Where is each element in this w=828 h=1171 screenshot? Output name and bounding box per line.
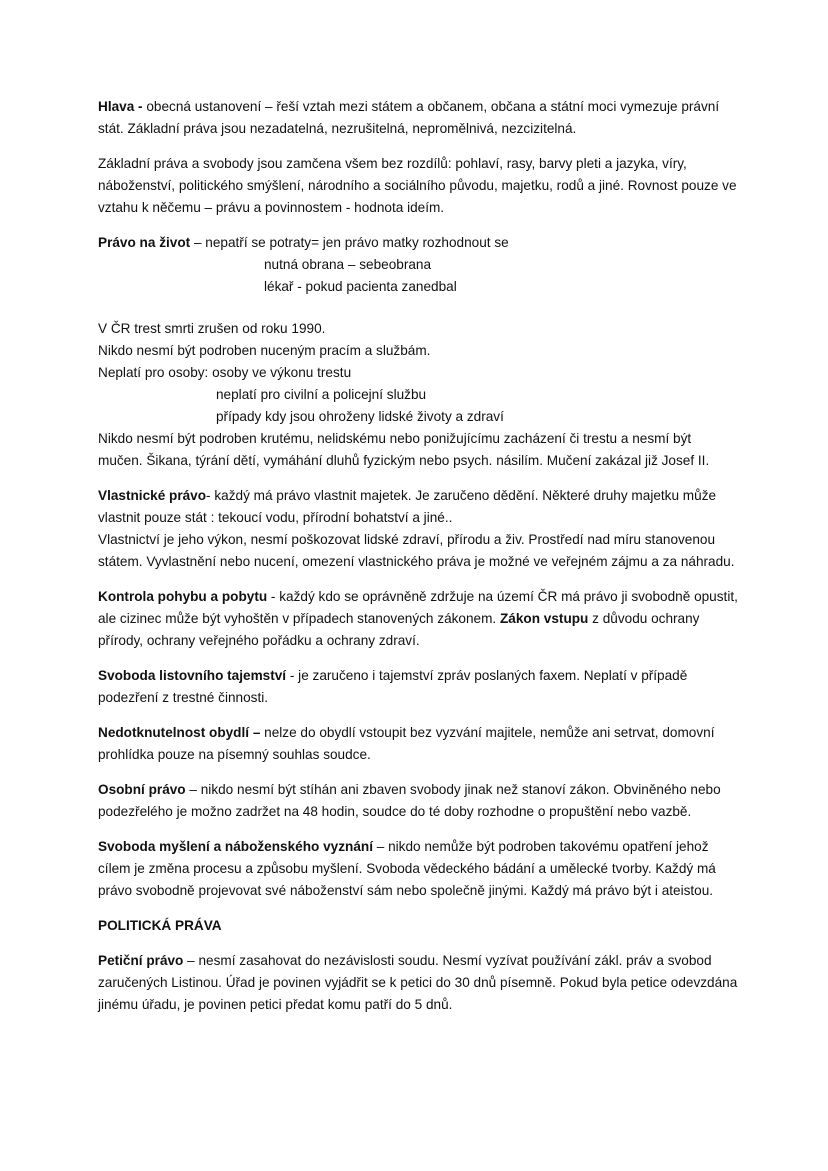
paragraph-zakladni-prava: Základní práva a svobody jsou zamčena všem bez rozdílů: pohlaví, rasy, barvy pleti a jazyka, víry, náboženství, politického smýšlení, národního a sociálního původu, majetku, rodů a jiné. Rovnost pouze ve vztahu k něčemu – právu a povinnostem - hodnota ideím. bbox=[98, 156, 737, 215]
term-vlastnicke-pravo: Vlastnické právo bbox=[98, 488, 207, 503]
text-svoboda-mysleni: – nikdo nemůže být podroben takovému opatření jehož cílem je změna procesu a způsobu myšlení. Svoboda vědeckého bádání a umělecké tvorby. Každý má právo svobodně projevovat své náboženství sám nebo společně jinými. Každý má právo být i ateistou. bbox=[98, 839, 716, 898]
trest-line-1: V ČR trest smrti zrušen od roku 1990. bbox=[98, 321, 326, 336]
paragraph-listovni-tajemstvi bbox=[98, 665, 738, 709]
paragraph-hlava bbox=[98, 96, 738, 140]
text-peticni-pravo: – nesmí zasahovat do nezávislosti soudu. Nesmí vyzívat používání zákl. práv a svobod zaručených Listinou. Úřad je povinen vyjádřit se k petici do 30 dnů písemně. Pokud byla petice odevzdána jinému úřadu, je povinen petici předat komu patří do 5 dnů. bbox=[98, 953, 738, 1012]
trest-line-2: Nikdo nesmí být podroben nuceným pracím a službám. bbox=[98, 343, 431, 358]
trest-line-5: případy kdy jsou ohroženy lidské životy a zdraví bbox=[216, 409, 504, 424]
text-hlava: obecná ustanovení – řeší vztah mezi státem a občanem, občana a státní moci vymezuje právní stát. Základní práva jsou nezadatelná, nezrušitelná, nepromělnivá, nezcizitelná. bbox=[98, 99, 720, 136]
term-nedotknutelnost-obydli: Nedotknutelnost obydlí – bbox=[98, 725, 261, 740]
text-pravo-na-zivot: – nepatří se potraty= jen právo matky rozhodnout se bbox=[190, 235, 509, 250]
text-vlastnicke-pravo: - každý má právo vlastnit majetek. Je zaručeno dědění. Některé druhy majetku může vlastnit pouze stát : tekoucí vodu, přírodní bohatství a jiné.. bbox=[98, 488, 717, 525]
paragraph-nedotknutelnost-obydli bbox=[98, 722, 738, 766]
paragraph-pravo-na-zivot bbox=[98, 232, 738, 254]
zivot-line-obrana: nutná obrana – sebeobrana bbox=[264, 257, 432, 272]
paragraph-svoboda-mysleni bbox=[98, 836, 738, 902]
term-osobni-pravo: Osobní právo bbox=[98, 782, 186, 797]
text-listovni-tajemstvi: - je zaručeno i tajemství zpráv poslaných faxem. Neplatí v případě podezření z trestné činnosti. bbox=[98, 668, 688, 705]
trest-line-6: Nikdo nesmí být podroben krutému, nelidskému nebo ponižujícímu zacházení či trestu a nesmí být mučen. Šikana, týrání dětí, vymáhání dluhů fyzickým nebo psych. násilím. Mučení zakázal již Josef II. bbox=[98, 431, 710, 468]
text-osobni-pravo: – nikdo nesmí být stíhán ani zbaven svobody jinak než stanoví zákon. Obviněného nebo podezřelého je možno zadržet na 48 hodin, soudce do té doby rozhodne o propuštění nebo vazbě. bbox=[98, 782, 721, 819]
term-svoboda-mysleni: Svoboda myšlení a náboženského vyznání bbox=[98, 839, 373, 854]
term-kontrola-pohybu: Kontrola pohybu a pobytu bbox=[98, 589, 268, 604]
trest-line-3: Neplatí pro osoby: osoby ve výkonu trestu bbox=[98, 365, 352, 380]
paragraph-osobni-pravo bbox=[98, 779, 738, 823]
term-peticni-pravo: Petiční právo bbox=[98, 953, 184, 968]
section-heading-politicka-prava: POLITICKÁ PRÁVA bbox=[98, 918, 222, 933]
term-zakon-vstupu: Zákon vstupu bbox=[500, 611, 589, 626]
text-zakon-vstupu: z důvodu ochrany přírody, ochrany veřejného pořádku a ochrany zdraví. bbox=[98, 611, 700, 648]
trest-line-4: neplatí pro civilní a policejní službu bbox=[216, 387, 427, 402]
zivot-line-lekar: lékař - pokud pacienta zanedbal bbox=[264, 279, 457, 294]
paragraph-vlastnicke-pravo bbox=[98, 485, 738, 529]
text-nedotknutelnost-obydli: nelze do obydlí vstoupit bez vyzvání majitele, nemůže ani setrvat, domovní prohlídka pouze na písemný souhlas soudce. bbox=[98, 725, 715, 762]
text-kontrola-pohybu: - každý kdo se oprávněně zdržuje na území ČR má právo ji svobodně opustit, ale cizinec může být vyhoštěn v případech stanovených zákonem. bbox=[98, 589, 738, 626]
document-page bbox=[98, 96, 738, 1029]
term-listovni-tajemstvi: Svoboda listovního tajemství bbox=[98, 668, 287, 683]
paragraph-kontrola-pohybu bbox=[98, 586, 738, 652]
paragraph-vlastnictvi: Vlastnictví je jeho výkon, nesmí poškozovat lidské zdraví, přírodu a živ. Prostředí nad míru stanovenou státem. Vyvlastnění nebo nucení, omezení vlastnického práva je možné ve veřejném zájmu a za náhradu. bbox=[98, 532, 735, 569]
term-pravo-na-zivot: Právo na život bbox=[98, 235, 191, 250]
term-hlava: Hlava - bbox=[98, 99, 143, 114]
paragraph-peticni-pravo bbox=[98, 950, 738, 1016]
